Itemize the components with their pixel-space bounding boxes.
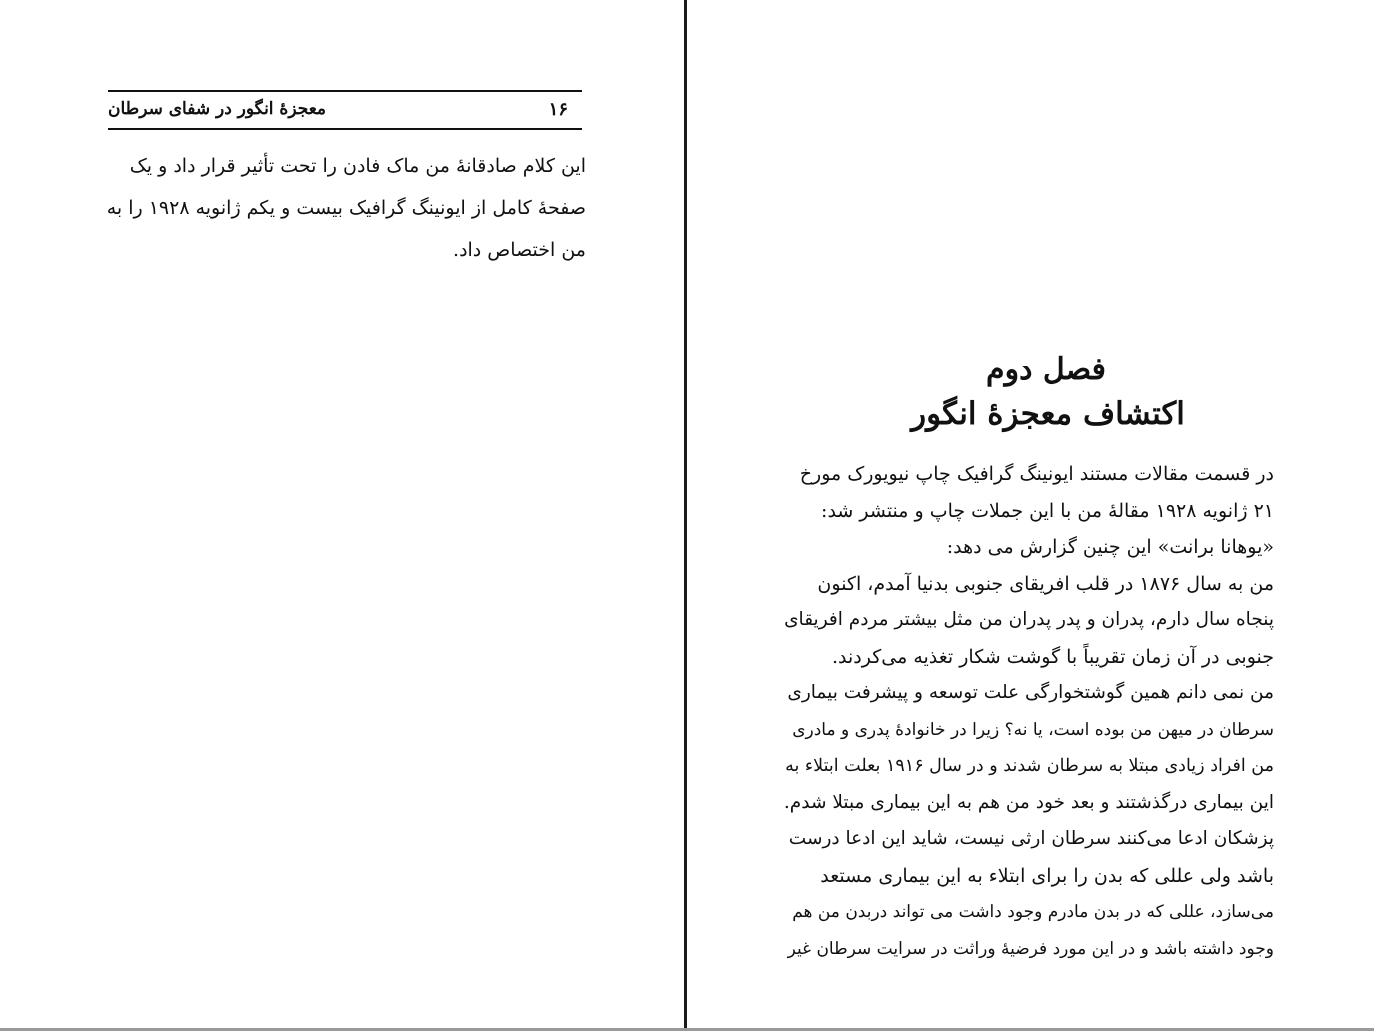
text-line: من نمی دانم همین گوشتخوارگی علت توسعه و پیشرفت بیماری [787, 682, 1274, 703]
text-line: باشد ولی عللی که بدن را برای ابتلاء به این بیماری مستعد [820, 864, 1274, 887]
text-line: این بیماری درگذشتند و بعد خود من هم به این بیماری مبتلا شدم. [783, 791, 1274, 813]
text-line: ۲۱ ژانویه ۱۹۲۸ مقالهٔ من با این جملات چاپ و منتشر شد: [821, 499, 1274, 522]
book-gutter [684, 0, 687, 1031]
left-page [0, 0, 686, 1031]
text-line: پنجاه سال دارم، پدران و پدر پدران من مثل بیشتر مردم افریقای [784, 609, 1274, 630]
running-header [108, 90, 582, 130]
text-line: پزشکان ادعا می‌کنند سرطان ارثی نیست، شاید این ادعا درست [788, 828, 1274, 849]
right-body-text [780, 456, 1274, 967]
text-line: من اختصاص داد. [453, 239, 586, 261]
left-body-text [104, 145, 586, 271]
running-title: معجزهٔ انگور در شفای سرطان [108, 99, 327, 119]
text-line: سرطان در میهن من بوده است، یا نه؟ زیرا در خانوادهٔ پدری و مادری [792, 719, 1274, 740]
text-line: وجود داشته باشد و در این مورد فرضیهٔ وراثت در سرایت سرطان غیر [787, 938, 1274, 959]
text-line: در قسمت مقالات مستند ایونینگ گرافیک چاپ نیویورک مورخ [799, 463, 1274, 485]
text-line: من به سال ۱۸۷۶ در قلب افریقای جنوبی بدنیا آمدم، اکنون [817, 572, 1274, 595]
text-line: جنوبی در آن زمان تقریباً با گوشت شکار تغذیه می‌کردند. [831, 645, 1274, 668]
page-number: ۱۶ [548, 99, 568, 120]
text-line: می‌سازد، عللی که در بدن مادرم وجود داشت می تواند دربدن من هم [792, 902, 1274, 922]
text-line: این کلام صادقانهٔ من ماک فادن را تحت تأثیر قرار داد و یک [129, 155, 586, 177]
chapter-title: اکتشاف معجزهٔ انگور [911, 396, 1185, 432]
text-line: صفحهٔ کامل از ایونینگ گرافیک بیست و یکم ژانویه ۱۹۲۸ را به [106, 197, 586, 219]
text-line: من افراد زیادی مبتلا به سرطان شدند و در سال ۱۹۱۶ بعلت ابتلاء به [785, 756, 1274, 776]
right-page [688, 0, 1374, 1031]
chapter-number: فصل دوم [986, 352, 1106, 387]
text-line: «یوهانا برانت» این چنین گزارش می دهد: [946, 536, 1274, 558]
